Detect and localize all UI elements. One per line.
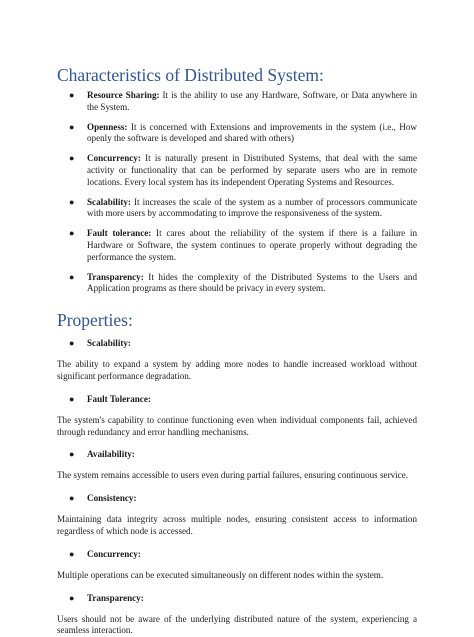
bullet-icon: ● [69,121,75,132]
property-description: Multiple operations can be executed simultaneously on different nodes within the system. [57,569,384,580]
property-description: The system's capability to continue functioning even when individual components fail, achieved through redundancy and error handling mechanisms. [57,414,417,437]
property-availability [57,448,417,482]
list-item-resource-sharing [57,90,417,114]
list-item-scalability [57,197,417,221]
property-title-text: Availability: [87,449,135,460]
list-item-openness [57,122,417,146]
property-title-text: Consistency: [87,493,137,504]
item-title: Scalability: [87,196,131,207]
list-item-transparency [57,272,417,296]
item-title: Concurrency: [87,153,141,164]
property-scalability [57,337,417,383]
item-title: Transparency: [87,271,144,282]
property-title-text: Scalability: [87,338,131,349]
property-concurrency [57,548,417,582]
list-item-fault-tolerance [57,228,417,263]
property-transparency [57,592,417,637]
bullet-icon: ● [69,449,75,460]
property-description: The system remains accessible to users even during partial failures, ensuring continuous service. [57,470,409,481]
property-title [57,592,417,604]
property-description: Maintaining data integrity across multiple nodes, ensuring consistent access to information regardless of which node is accessed. [57,514,417,536]
characteristics-heading: Characteristics of Distributed System: [57,65,324,85]
property-title [57,448,417,460]
item-title: Resource Sharing: [87,90,160,100]
bullet-icon: ● [69,592,75,603]
bullet-icon: ● [69,153,75,164]
bullet-icon: ● [69,196,75,207]
property-title-text: Concurrency: [87,548,141,559]
item-text: It is naturally present in Distributed Systems, that deal with the same activity or functionality that can be performed by separate users who are in remote locations. Every local system has its independent Operating Systems and Resources. [87,153,417,187]
item-text: It is concerned with Extensions and improvements in the system (i.e., How openly the software is developed and shared with others) [87,121,417,144]
property-fault-tolerance [57,393,417,439]
item-text: It hides the complexity of the Distributed Systems to the Users and Application programs as there should be privacy in every system. [87,271,417,294]
item-text: It cares about the reliability of the system if there is a failure in Hardware or Software, the system continues to operate properly without degrading the performance the system. [87,228,417,262]
properties-heading: Properties: [57,310,133,331]
property-title [57,492,417,504]
bullet-icon: ● [69,90,75,100]
property-title-text: Transparency: [87,592,144,603]
bullet-icon: ● [69,338,75,349]
property-title [57,393,417,405]
property-title [57,337,417,349]
bullet-icon: ● [69,228,75,239]
item-text: It is the ability to use any Hardware, Software, or Data anywhere in the System. [87,90,418,112]
property-consistency [57,492,417,538]
item-title: Fault tolerance: [87,228,152,239]
property-description: The ability to expand a system by adding more nodes to handle increased workload without significant performance degradation. [57,359,417,381]
item-title: Openness: [87,121,128,132]
bullet-icon: ● [69,548,75,559]
property-description: Users should not be aware of the underlying distributed nature of the system, experiencing a seamless interaction. [57,613,417,636]
bullet-icon: ● [69,393,75,404]
item-text: It increases the scale of the system as a number of processors communicate with more users by accommodating to improve the responsiveness of the system. [87,196,417,219]
property-title [57,548,417,560]
bullet-icon: ● [69,493,75,504]
bullet-icon: ● [69,271,75,282]
list-item-concurrency [57,153,417,188]
property-title-text: Fault Tolerance: [87,393,151,404]
characteristics-list [57,90,417,295]
